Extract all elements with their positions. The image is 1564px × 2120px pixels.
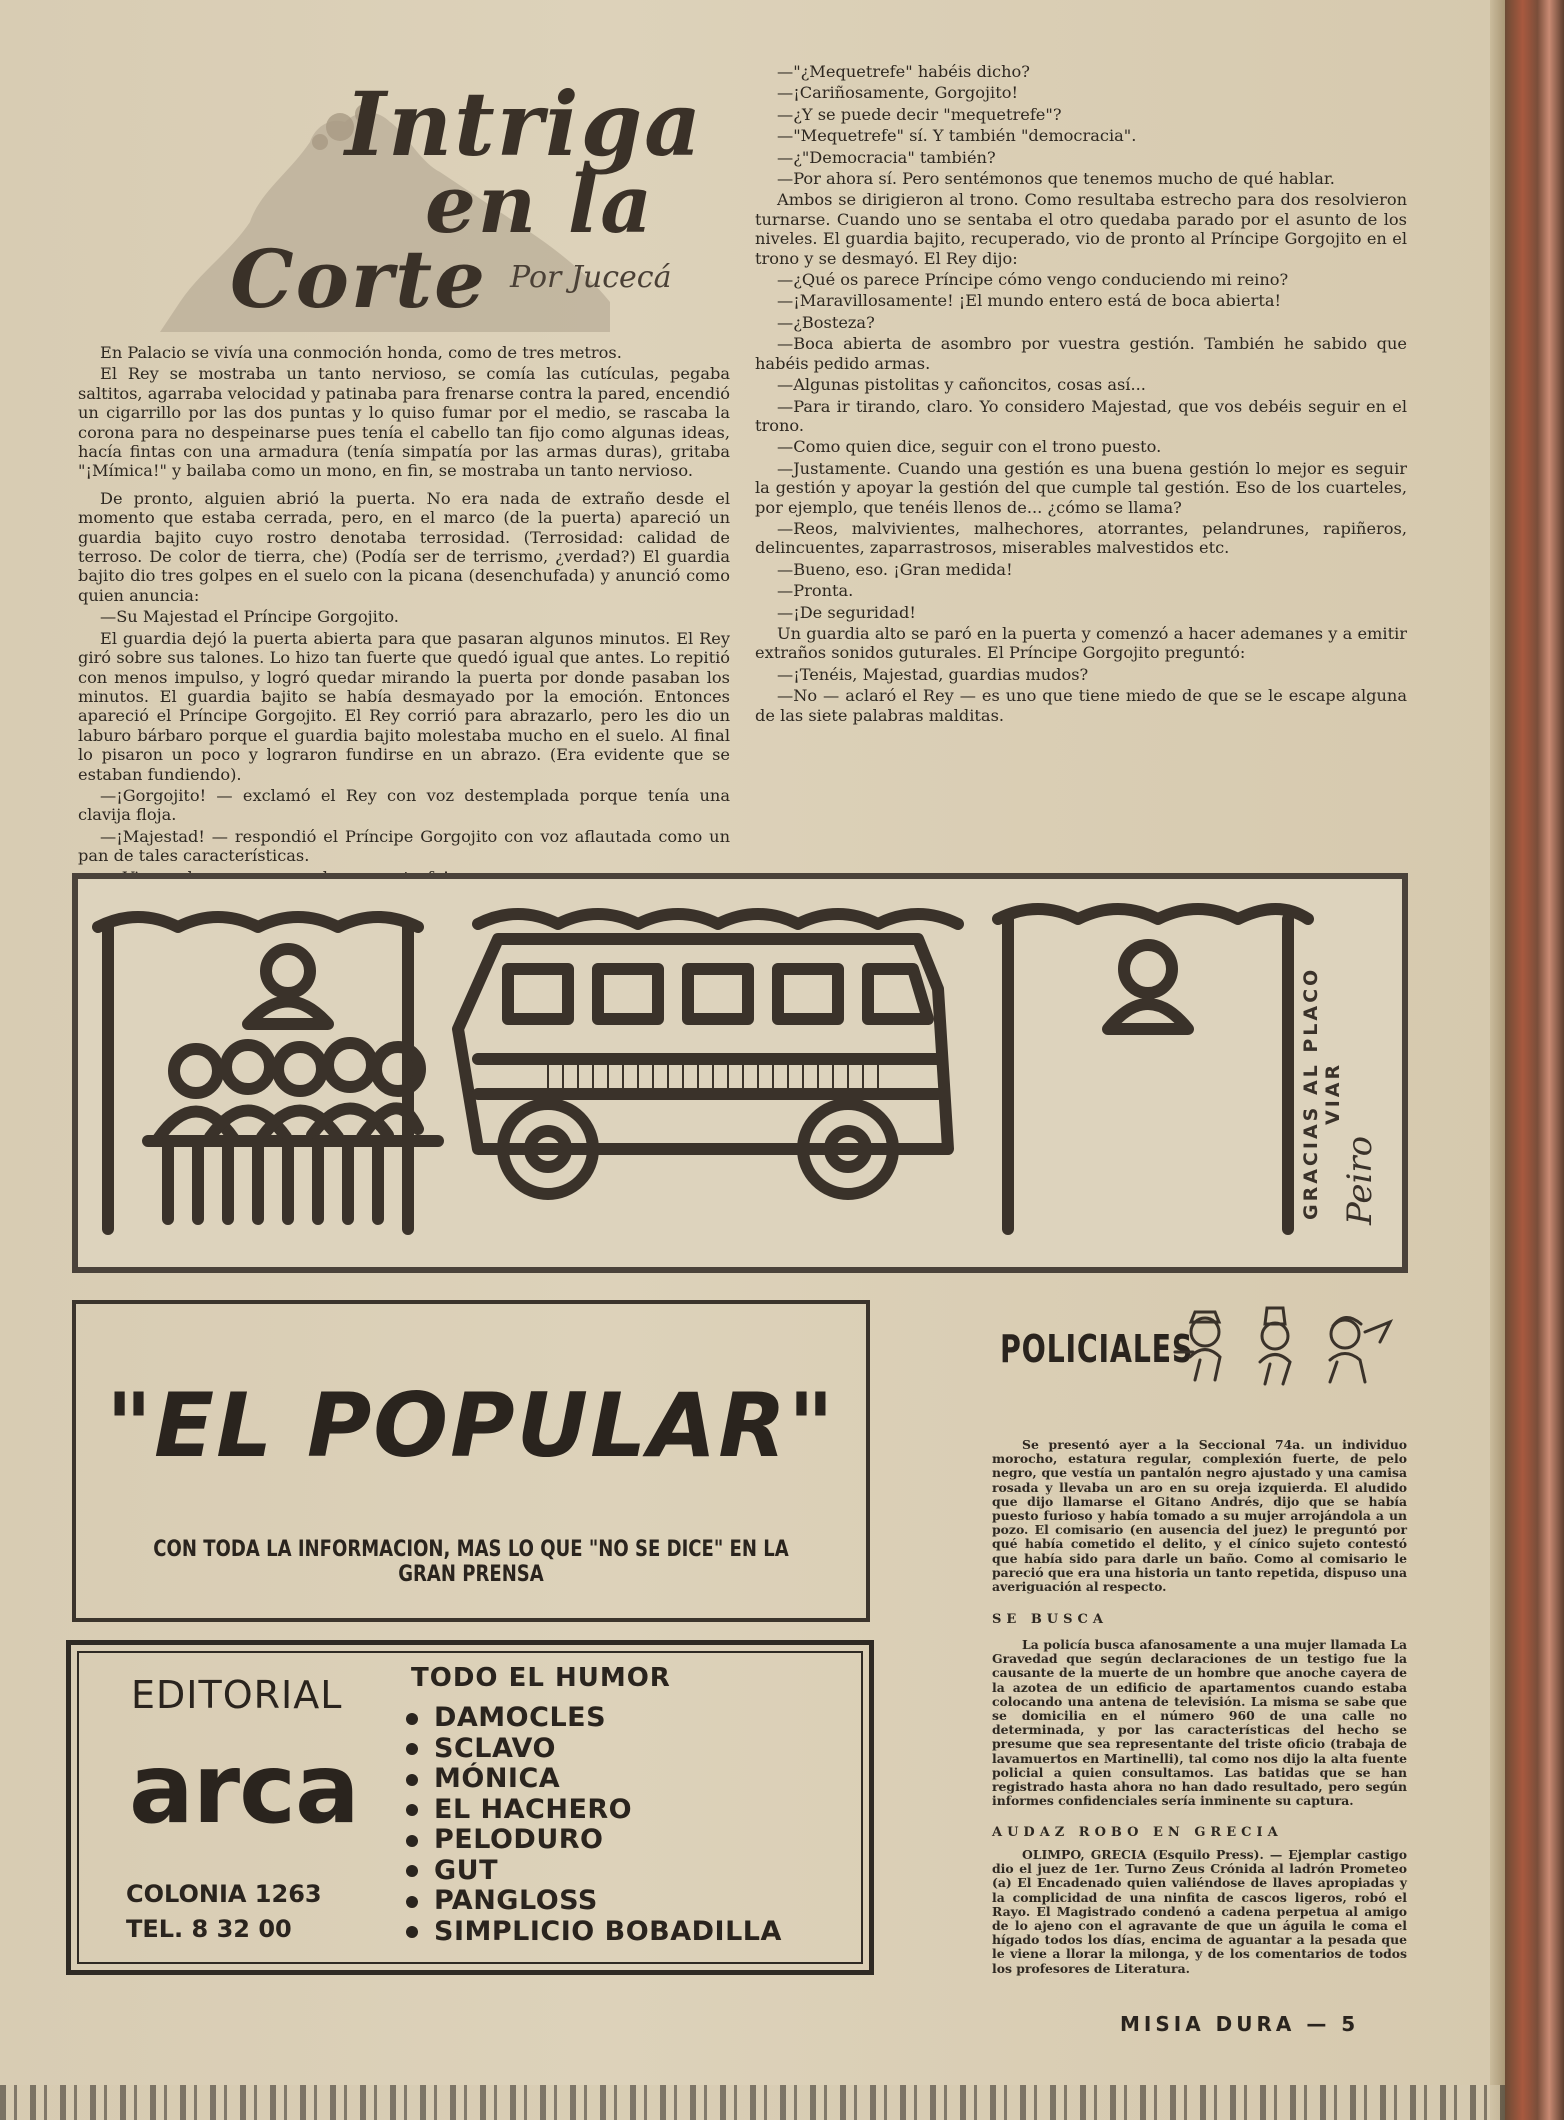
policemen-illustration	[1165, 1302, 1405, 1392]
list-item	[406, 1917, 782, 1948]
el-popular-ad	[72, 1300, 870, 1622]
page-footer: MISIA DURA — 5	[1120, 2012, 1360, 2036]
paragraph: —Como quien dice, seguir con el trono puesto.	[777, 437, 1162, 457]
paragraph: —¡Maravillosamente! ¡El mundo entero está de boca abierta!	[777, 291, 1282, 311]
paragraph: El guardia dejó la puerta abierta para que pasaran algunos minutos. El Rey giró sobre sus talones. Lo hizo tan fuerte que quedó igual que antes. Lo repitió con menos impulso, y logró quedar mirando la puerta por donde pasaban los minutos. El guardia bajito se había desmayado por la emoción. Entonces apareció el Príncipe Gorgojito. El Rey corrió para abrazarlo, pero les dio un laburo bárbaro porque el guardia bajito molestaba mucho en el suelo. Al final lo pisaron un poco y lograron fundirse en un abrazo. (Era evidente que se estaban fundiendo).	[78, 628, 730, 784]
bullet-icon	[406, 1774, 418, 1786]
humor-heading: TODO EL HUMOR	[411, 1663, 671, 1693]
arca-logo: arca	[129, 1733, 359, 1845]
bullet-icon	[406, 1865, 418, 1877]
humor-title: GUT	[434, 1854, 499, 1886]
humor-title: PANGLOSS	[434, 1885, 598, 1916]
el-popular-title: "EL POPULAR"	[106, 1374, 836, 1477]
humor-title: PELODURO	[434, 1824, 604, 1855]
paragraph: —Por ahora sí. Pero sentémonos que tenemos mucho de qué hablar.	[777, 169, 1335, 189]
policiales-item	[992, 1438, 1407, 1594]
title-word-en-la: en la	[425, 157, 655, 251]
paragraph: —¿Qué os parece Príncipe cómo vengo conduciendo mi reino?	[777, 270, 1289, 290]
list-item	[406, 1825, 782, 1856]
list-item	[406, 1856, 782, 1887]
paragraph: La policía busca afanosamente a una mujer llamada La Gravedad que según declaraciones de un testigo fue la causante de la muerte de un hombre que anoche cayera de la azotea de un edificio de apartamentos cuando estaba colocando una antena de televisión. La misma se sabe que se domicilia en el número 960 de una calle no determinada, y por las características del hecho se presume que sea representante del triste oficio (trabaja de lavamuertos en Martinelli), tal como nos dijo la alta fuente policial a quien consultamos. Las batidas que se han registrado hasta ahora no han dado resultado, pero según informes confidenciales sería inminente su captura.	[992, 1637, 1407, 1809]
paragraph: —"¿Mequetrefe" habéis dicho?	[777, 62, 1030, 81]
paragraph: Se presentó ayer a la Seccional 74a. un individuo morocho, estatura regular, complexión fuerte, de pelo negro, que vestía un pantalón negro ajustado y una camisa rosada y llevaba un aro en su oreja izquierda. El aludido que dijo llamarse el Gitano Andrés, dijo que se había puesto furioso y había tomado a su mujer arrojándola a un pozo. El comisario (en ausencia del juez) le preguntó por qué había cometido el delito, y el cínico sujeto contestó que había sido para darle un baño. Como al comisario le pareció que era una historia un tanto repetida, dispuso una averiguación al respecto.	[992, 1437, 1407, 1595]
bullet-icon	[406, 1896, 418, 1908]
paragraph: —Para ir tirando, claro. Yo considero Majestad, que vos debéis seguir en el trono.	[755, 396, 1407, 435]
bullet-icon	[406, 1804, 418, 1816]
humor-title: EL HACHERO	[434, 1793, 633, 1825]
humor-title-list	[406, 1703, 782, 1947]
arca-phone: TEL. 8 32 00	[126, 1915, 292, 1943]
paragraph: —¿Bosteza?	[777, 312, 875, 332]
editorial-label: EDITORIAL	[131, 1673, 343, 1717]
paragraph: De pronto, alguien abrió la puerta. No era nada de extraño desde el momento que estaba cerrada, pero, en el marco (de la puerta) apareció un guardia bajito cuyo rostro denotaba terrosidad. (Terrosidad: calidad de terroso. De color de tierra, che) (Podía ser de terrismo, ¿verdad?) El guardia bajito dio tres golpes en el suelo con la picana (desenchufada) y anunció como quien anuncia:	[78, 488, 730, 605]
paragraph: —Justamente. Cuando una gestión es una buena gestión lo mejor es seguir la gestión y apoyar la gestión del que cumple tal gestión. Eso de los cuarteles, por ejemplo, que tenéis llenos de... ¿cómo se llama?	[755, 458, 1407, 517]
humor-title: SCLAVO	[434, 1732, 556, 1764]
list-item	[406, 1703, 782, 1734]
paragraph: —Reos, malvivientes, malhechores, atorrantes, pelandrunes, rapiñeros, delincuentes, zaparrastrosos, miserables malvestidos etc.	[755, 518, 1407, 558]
bottom-border-strip	[0, 2085, 1505, 2120]
article-column-right	[755, 62, 1407, 727]
paragraph: —Pronta.	[777, 581, 854, 601]
humor-title: MÓNICA	[434, 1763, 561, 1794]
policiales-subheading: AUDAZ ROBO EN GRECIA	[992, 1825, 1283, 1840]
article-title-block	[140, 62, 704, 326]
bullet-icon	[406, 1743, 418, 1755]
cartoon-signature: Peiro	[1340, 1135, 1380, 1225]
humor-title: SIMPLICIO BOBADILLA	[434, 1915, 782, 1947]
article-byline: Por Jucecá	[510, 260, 672, 295]
list-item	[406, 1734, 782, 1765]
article-column-left	[78, 343, 730, 889]
bullet-icon	[406, 1926, 418, 1938]
paragraph: —¡Tenéis, Majestad, guardias mudos?	[777, 664, 1089, 684]
title-word-intriga: Intriga	[345, 72, 704, 176]
paragraph: —Algunas pistolitas y cañoncitos, cosas así...	[777, 375, 1146, 395]
el-popular-subtitle: CON TODA LA INFORMACION, MAS LO QUE "NO SE DICE" EN LA GRAN PRENSA	[153, 1537, 789, 1587]
paragraph: —Su Majestad el Príncipe Gorgojito.	[100, 607, 399, 627]
paragraph: En Palacio se vivía una conmoción honda, como de tres metros.	[100, 343, 622, 362]
paragraph: Ambos se dirigieron al trono. Como resultaba estrecho para dos resolvieron turnarse. Cuando uno se sentaba el otro quedaba parado por el asunto de los niveles. El guardia bajito, recuperado, vio de pronto al Príncipe Gorgojito en el trono y se desmayó. El Rey dijo:	[755, 190, 1407, 268]
cartoon-drawing	[78, 879, 1402, 1267]
paragraph: —No — aclaró el Rey — es uno que tiene miedo de que se le escape alguna de las siete palabras malditas.	[755, 686, 1407, 725]
paragraph: —¡De seguridad!	[777, 602, 916, 622]
policiales-item	[992, 1848, 1407, 1976]
policiales-heading: POLICIALES	[1000, 1327, 1194, 1371]
arca-address: COLONIA 1263	[126, 1880, 322, 1908]
list-item	[406, 1886, 782, 1917]
humor-title: DAMOCLES	[434, 1702, 607, 1733]
paragraph: OLIMPO, GRECIA (Esquilo Press). — Ejemplar castigo dio el juez de 1er. Turno Zeus Crónida al ladrón Prometeo (a) El Encadenado quien valiéndose de llaves apropiadas y la complicidad de una ninfita de cascos ligeros, robó el Rayo. El Magistrado condenó a cadena perpetua al amigo de lo ajeno con el agravante de que un águila le coma el hígado todos los días, encima de aguantar a la pesada que le viene a llorar la milonga, y de los comentarios de todos los profesores de Literatura.	[992, 1847, 1407, 1976]
paragraph: —¡Cariñosamente, Gorgojito!	[777, 83, 1018, 103]
policiales-item	[992, 1638, 1407, 1808]
bullet-icon	[406, 1835, 418, 1847]
list-item	[406, 1795, 782, 1826]
paragraph: —¡Majestad! — respondió el Príncipe Gorgojito con voz aflautada como un pan de tales características.	[78, 826, 730, 866]
list-item	[406, 1764, 782, 1795]
paragraph: El Rey se mostraba un tanto nervioso, se comía las cutículas, pegaba saltitos, agarraba velocidad y patinaba para frenarse contra la pared, encendió un cigarrillo por las dos puntas y lo quiso fumar por el medio, se rascaba la corona para no despeinarse pues tenía el cabello tan fijo como algunas ideas, hacía fintas con una armadura (tenía simpatía por las armas duras), gritaba "¡Mímica!" y bailaba como un mono, en fin, se mostraba un tanto nervioso.	[78, 364, 730, 481]
paragraph: —Boca abierta de asombro por vuestra gestión. También he sabido que habéis pedido armas.	[755, 334, 1407, 373]
title-word-corte: Corte	[230, 232, 488, 326]
cartoon-credit: GRACIAS AL PLACO VIAR	[1300, 966, 1344, 1220]
editorial-arca-ad	[66, 1640, 874, 1975]
paragraph: —¡Gorgojito! — exclamó el Rey con voz destemplada porque tenía una clavija floja.	[78, 785, 730, 825]
paragraph: Un guardia alto se paró en la puerta y comenzó a hacer ademanes y a emitir extraños sonidos guturales. El Príncipe Gorgojito preguntó:	[755, 623, 1407, 663]
paragraph: —¿Y se puede decir "mequetrefe"?	[777, 104, 1062, 124]
paragraph: —"Mequetrefe" sí. Y también "democracia".	[777, 126, 1137, 146]
binding-spine	[1505, 0, 1564, 2120]
cartoon-illustration	[72, 873, 1408, 1273]
paragraph: —Bueno, eso. ¡Gran medida!	[777, 559, 1013, 579]
policiales-subheading: SE BUSCA	[992, 1612, 1108, 1627]
paragraph: —¿"Democracia" también?	[777, 147, 996, 167]
bullet-icon	[406, 1713, 418, 1725]
